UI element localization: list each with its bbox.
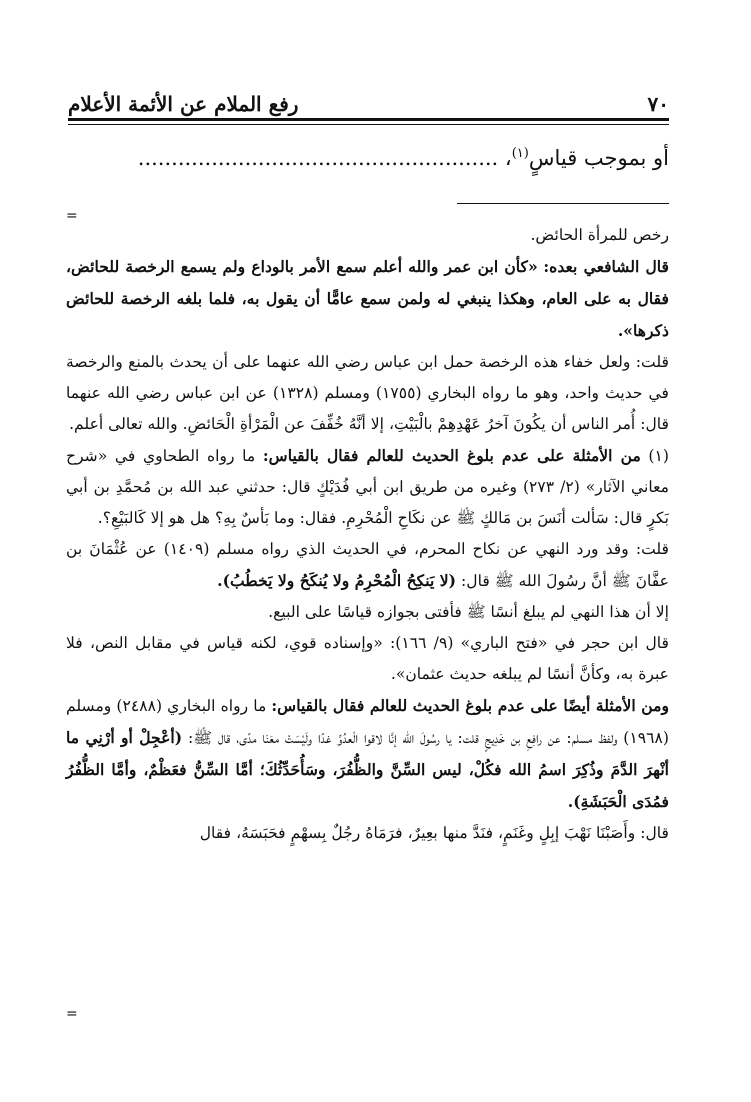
footnote-1-number: (١) [648,447,669,465]
main-text: أو بموجب قياسٍ [528,146,669,170]
footnote-para-8: قال: وأَصَبْنَا نَهْبَ إبِلٍ وغَنَمٍ، فنَدَّ منها بعِيرٌ، فرَمَاهُ رجُلٌ بِسهْمٍ فحَبَسَهُ، فقال [199,824,669,842]
shafii-label: قال الشافعي بعده: [543,257,669,276]
header-rule-thin [68,124,669,125]
continuation-mark-top: = [66,208,78,224]
nikah-text: قلت: وقد ورد النهي عن نكاح المحرم، في الحديث الذي رواه مسلم (١٤٠٩) عن عُثْمَانَ بن عفَّانَ ﷺ أنَّ رسُولَ الله ﷺ قال: [66,540,669,590]
footnote-para-4 [66,534,669,597]
main-text-line [59,134,669,174]
footnotes-block [66,220,669,849]
footnote-para-6: قال ابن حجر في «فتح الباري» (٩/ ١٦٦): «وإسناده قوي، لكنه قياس في مقابل النص، فلا عبرة به، وكأنَّ أنسًا لم يبلغه حديث عثمان». [66,634,669,683]
footnote-para-2 [66,251,669,347]
page-header [68,82,669,116]
example-hadith: (أعْجِلْ أو أرْنِي ما أنْهرَ الدَّمَ وذُكِرَ اسمُ الله فكُلْ، ليس السِّنَّ والظُّفُرَ، وسَأُحَدِّثُكَ؛ أمَّا السِّنُّ فعَظْمٌ، وأمَّا الظُّفُرُ فمُدَى الْحَبَشَةِ). [66,728,669,811]
page-number: ٧٠ [647,92,669,116]
continuation-mark-bottom: = [66,1006,78,1022]
footnote-para-5: إلا أن هذا النهي لم يبلغ أنسًا ﷺ فأفتى بجوازه قياسًا على البيع. [268,603,669,621]
footnote-reference: (١) [511,146,529,161]
nikah-hadith: (لا يَنكِحُ الْمُحْرِمُ ولا يُنكَحُ ولا يَخطُبُ). [217,571,457,590]
shafii-quote: «كأن ابن عمر والله أعلم سمع الأمر بالوداع ولم يسمع الرخصة للحائض، فقال به على العام، وهكذا ينبغي له ولمن سمع عامًّا أن يقول به، فلما بلغه الرخصة للحائض ذكرها». [66,257,669,340]
footnote-para-1: رخص للمرأة الحائض. [530,226,669,244]
example-heading: ومن الأمثلة أيضًا على عدم بلوغ الحديث للعالم فقال بالقياس: [271,696,669,715]
running-title: رفع الملام عن الأئمة الأعلام [68,92,299,116]
footnote-1-heading: من الأمثلة على عدم بلوغ الحديث للعالم فقال بالقياس: [262,446,641,465]
footnote-separator [457,203,669,204]
main-dots: ، ...................................................... [137,146,512,170]
footnote-1 [66,440,669,534]
header-rule-thick [68,118,669,121]
footnote-para-7 [66,690,669,818]
footnote-1-text: ما رواه الطحاوي في «شرح معاني الآثار» (٢/ ٢٧٣) وغيره من طريق ابن أبي فُدَيْكٍ قال: حدثني عبد الله بن مُحمَّدِ بن أبي بَكرٍ قال: سَألت أنَسَ بن مَالكٍ ﷺ عن نكَاحِ الْمُحْرِمِ. فقال: وما بَأسٌ بِهِ؟ هل هو إلا كَالبَيْعِ؟. [66,447,670,527]
footnote-para-3: قلت: ولعل خفاء هذه الرخصة حمل ابن عباس رضي الله عنهما على أن يحدث بالمنع والرخصة في حديث واحد، وهو ما رواه البخاري (١٧٥٥) ومسلم (١٣٢٨) عن ابن عباس رضي الله عنهما قال: أُمر الناس أن يكُونَ آخرُ عَهْدِهِمْ بالْبَيْتِ، إلا أنَّهُ خُفِّفَ عن الْمَرْأةِ الْحَائضِ. والله تعالى أعلم. [66,353,670,433]
example-text: ما رواه البخاري (٢٤٨٨) ومسلم (١٩٦٨) ولفظ مسلم: عن رافِعِ بن خَدِيجٍ قلت: يا رسُولَ الله إنَّا لاقوا الْعدُوِّ غدًا ولَيْسَتْ معَنَا مدًى، قال ﷺ: [66,697,669,747]
